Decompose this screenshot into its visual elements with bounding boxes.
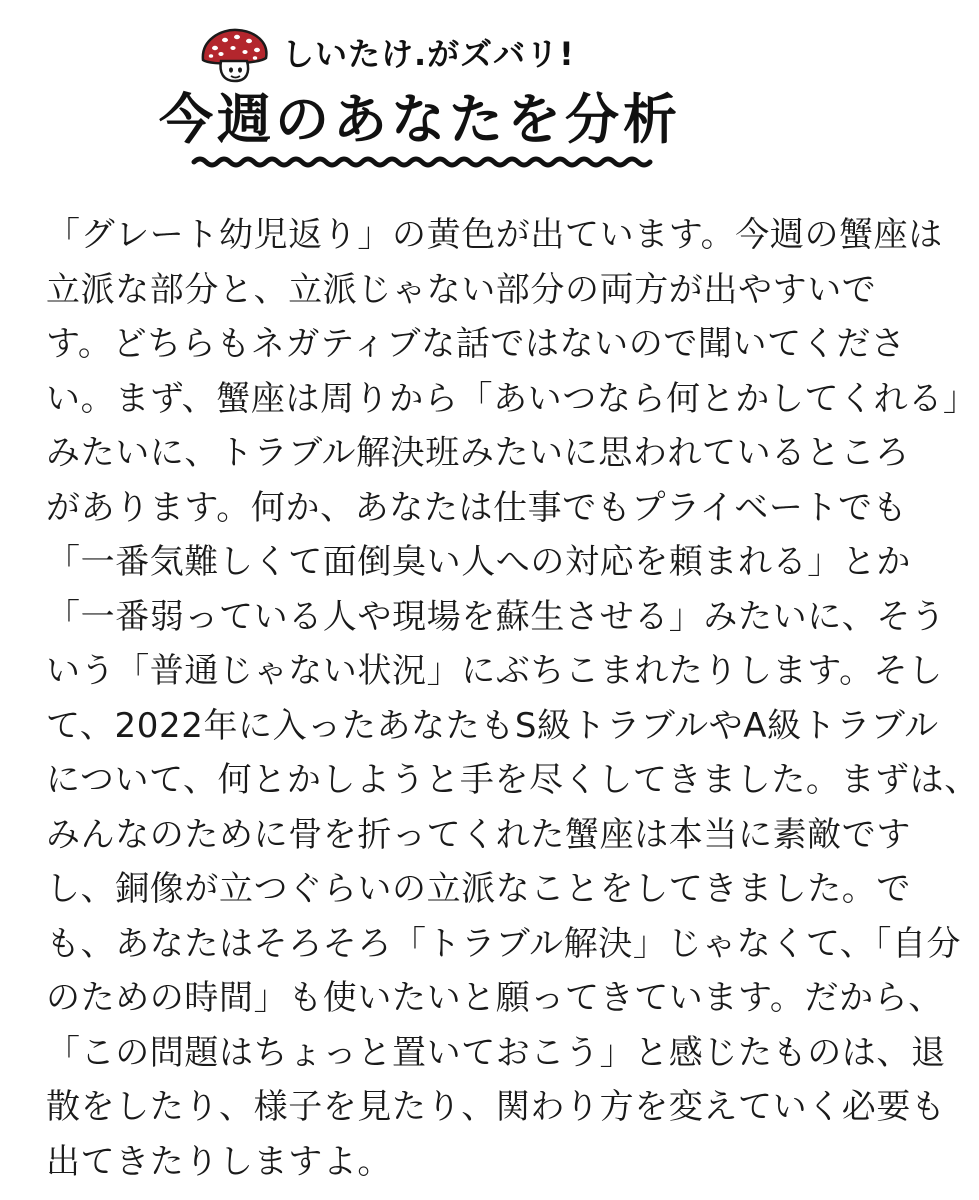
body-line: 「一番気難しくて面倒臭い人への対応を頼まれる」とか: [46, 542, 911, 582]
body-line: 「グレート幼児返り」の黄色が出ています。今週の蟹座は: [46, 215, 943, 255]
body-line: い。まず、蟹座は周りから「あいつなら何とかしてくれる」: [46, 378, 978, 419]
body-line: す。どちらもネガティブな話ではないので聞いてくださ: [46, 324, 906, 364]
body-line: があります。何か、あなたは仕事でもプライベートでも: [46, 487, 908, 528]
page-title: 今週のあなたを分析: [159, 88, 681, 151]
body-line: みたいに、トラブル解決班みたいに思われているところ: [46, 433, 910, 473]
shiitake-mushroom-icon: [197, 26, 271, 84]
body-line: て、2022年に入ったあなたもS級トラブルやA級トラブル: [46, 705, 939, 746]
body-line: について、何とかしようと手を尽くしてきました。まずは、: [46, 760, 979, 800]
body-line: みんなのために骨を折ってくれた蟹座は本当に素敵です: [46, 814, 911, 855]
header: [0, 0, 840, 180]
body-line: 「この問題はちょっと置いておこう」と感じたものは、退: [46, 1032, 946, 1073]
body-line: 「一番弱っている人や現場を蘇生させる」みたいに、そう: [46, 596, 946, 637]
body-line: のための時間」も使いたいと願ってきています。だから、: [46, 978, 943, 1018]
body-line: し、銅像が立つぐらいの立派なことをしてきました。で: [46, 869, 911, 909]
body-line: いう「普通じゃない状況」にぶちこまれたりします。そし: [46, 651, 943, 691]
body-line: 散をしたり、様子を見たり、関わり方を変えていく必要も: [46, 1087, 946, 1127]
title-underline: [192, 152, 652, 170]
body-line: 立派な部分と、立派じゃない部分の両方が出やすいで: [46, 269, 877, 310]
brand-name: しいたけ.がズバリ!: [282, 35, 575, 73]
body-line: も、あなたはそろそろ「トラブル解決」じゃなくて、「自分: [46, 923, 962, 964]
body-line: 出てきたりしますよ。: [46, 1141, 392, 1182]
article-body: [46, 208, 979, 1189]
